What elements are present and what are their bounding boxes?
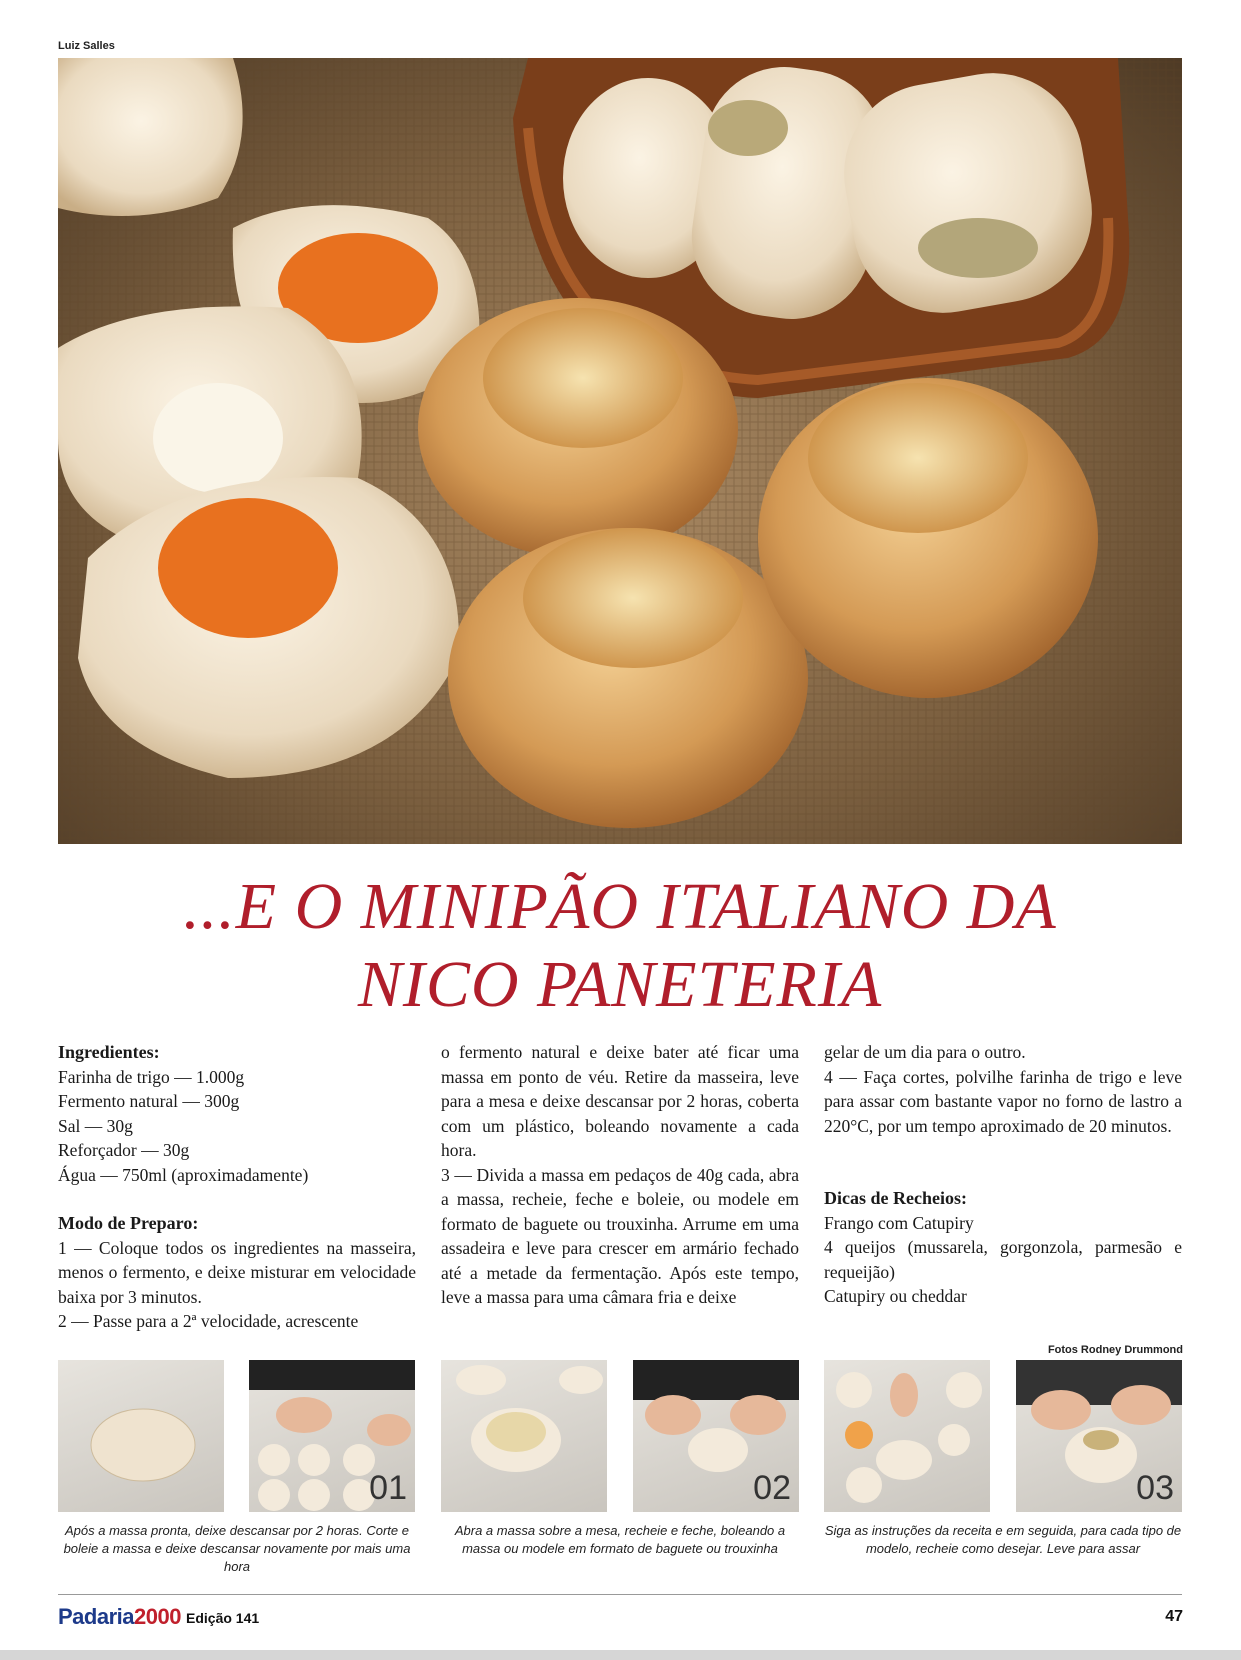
step-photos xyxy=(58,1360,1182,1512)
ingredient-item: Sal — 30g xyxy=(58,1115,133,1136)
photo-credit-top: Luiz Salles xyxy=(58,40,115,52)
ingredient-item: Farinha de trigo — 1.000g xyxy=(58,1066,245,1087)
preparo-step-3-continued: gelar de um dia para o outro. xyxy=(824,1042,1026,1062)
caption-1: Após a massa pronta, deixe descansar por 2 horas. Corte e boleie a massa e deixe descansar novamente por mais uma hora xyxy=(63,1523,411,1574)
step-photo-closing xyxy=(633,1360,799,1512)
edition-label: Edição 141 xyxy=(186,1610,260,1626)
dica-item: 4 queijos (mussarela, gorgonzola, parmesão e requeijão) xyxy=(824,1237,1182,1282)
step-number: 02 xyxy=(753,1469,791,1507)
headline-line-1: ...E O MINIPÃO ITALIANO DA xyxy=(183,870,1057,943)
dicas-heading: Dicas de Recheios: xyxy=(824,1188,967,1208)
hero-photo xyxy=(58,58,1182,844)
ingredient-item: Reforçador — 30g xyxy=(58,1140,190,1160)
step-photo-dough-ball xyxy=(58,1360,224,1512)
step-photo-final xyxy=(1016,1360,1182,1512)
golden-bun-1 xyxy=(418,298,738,558)
column-1 xyxy=(58,1040,416,1334)
bottom-bar xyxy=(0,1650,1241,1660)
golden-bun-2 xyxy=(448,528,808,828)
magazine-logo xyxy=(58,1604,181,1630)
headline-line-2: NICO PANETERIA xyxy=(357,948,883,1021)
column-2 xyxy=(441,1040,799,1310)
preparo-step-2-continued: o fermento natural e deixe bater até ficar uma massa em ponto de véu. Retire da masseira, leve para a mesa e deixe descansar por 2 horas, coberta com um plástico, boleando novamente a cada hora. xyxy=(441,1042,799,1160)
ingredient-item: Fermento natural — 300g xyxy=(58,1091,240,1111)
ingredients-heading: Ingredientes: xyxy=(58,1042,160,1062)
preparo-step-1: 1 — Coloque todos os ingredientes na masseira, menos o fermento, e deixe misturar em velocidade baixa por 3 minutos. xyxy=(58,1237,416,1307)
step-number: 01 xyxy=(369,1469,407,1507)
caption-2: Abra a massa sobre a mesa, recheie e feche, boleando a massa ou modele em formato de baguete ou trouxinha xyxy=(454,1523,786,1556)
dica-item: Catupiry ou cheddar xyxy=(824,1286,967,1306)
step-photo-filling xyxy=(441,1360,607,1512)
column-3 xyxy=(824,1040,1182,1309)
preparo-step-3: 3 — Divida a massa em pedaços de 40g cada, abra a massa, recheie, feche e boleie, ou modele em formato de baguete ou trouxinha. Arrume em uma assadeira e leve para crescer em armário fechado até a metade da fermentação. Após este tempo, leve a massa para uma câmara fria e deixe xyxy=(441,1164,799,1307)
brand-year: 2000 xyxy=(134,1604,181,1629)
footer-divider xyxy=(58,1594,1182,1595)
preparo-heading: Modo de Preparo: xyxy=(58,1213,199,1233)
page-number: 47 xyxy=(1165,1608,1183,1625)
step-number: 03 xyxy=(1136,1469,1174,1507)
golden-bun-3 xyxy=(758,378,1098,698)
recipe-body xyxy=(58,1040,1182,1340)
step-photo-shaping xyxy=(824,1360,990,1512)
step-photo-balls xyxy=(249,1360,415,1512)
headline xyxy=(58,868,1182,1024)
caption-3: Siga as instruções da receita e em seguida, para cada tipo de modelo, recheie como desejar. Leve para assar xyxy=(824,1523,1182,1556)
preparo-step-2: 2 — Passe para a 2ª velocidade, acrescente xyxy=(58,1311,359,1331)
photo-credit-steps: Fotos Rodney Drummond xyxy=(1047,1344,1183,1356)
ingredient-item: Água — 750ml (aproximadamente) xyxy=(58,1164,309,1185)
brand-word: Padaria xyxy=(58,1604,134,1629)
preparo-step-4: 4 — Faça cortes, polvilhe farinha de trigo e leve para assar com bastante vapor no forno de lastro a 220°C, por um tempo aproximado de 20 minutos. xyxy=(824,1066,1182,1136)
dica-item: Frango com Catupiry xyxy=(824,1212,974,1233)
